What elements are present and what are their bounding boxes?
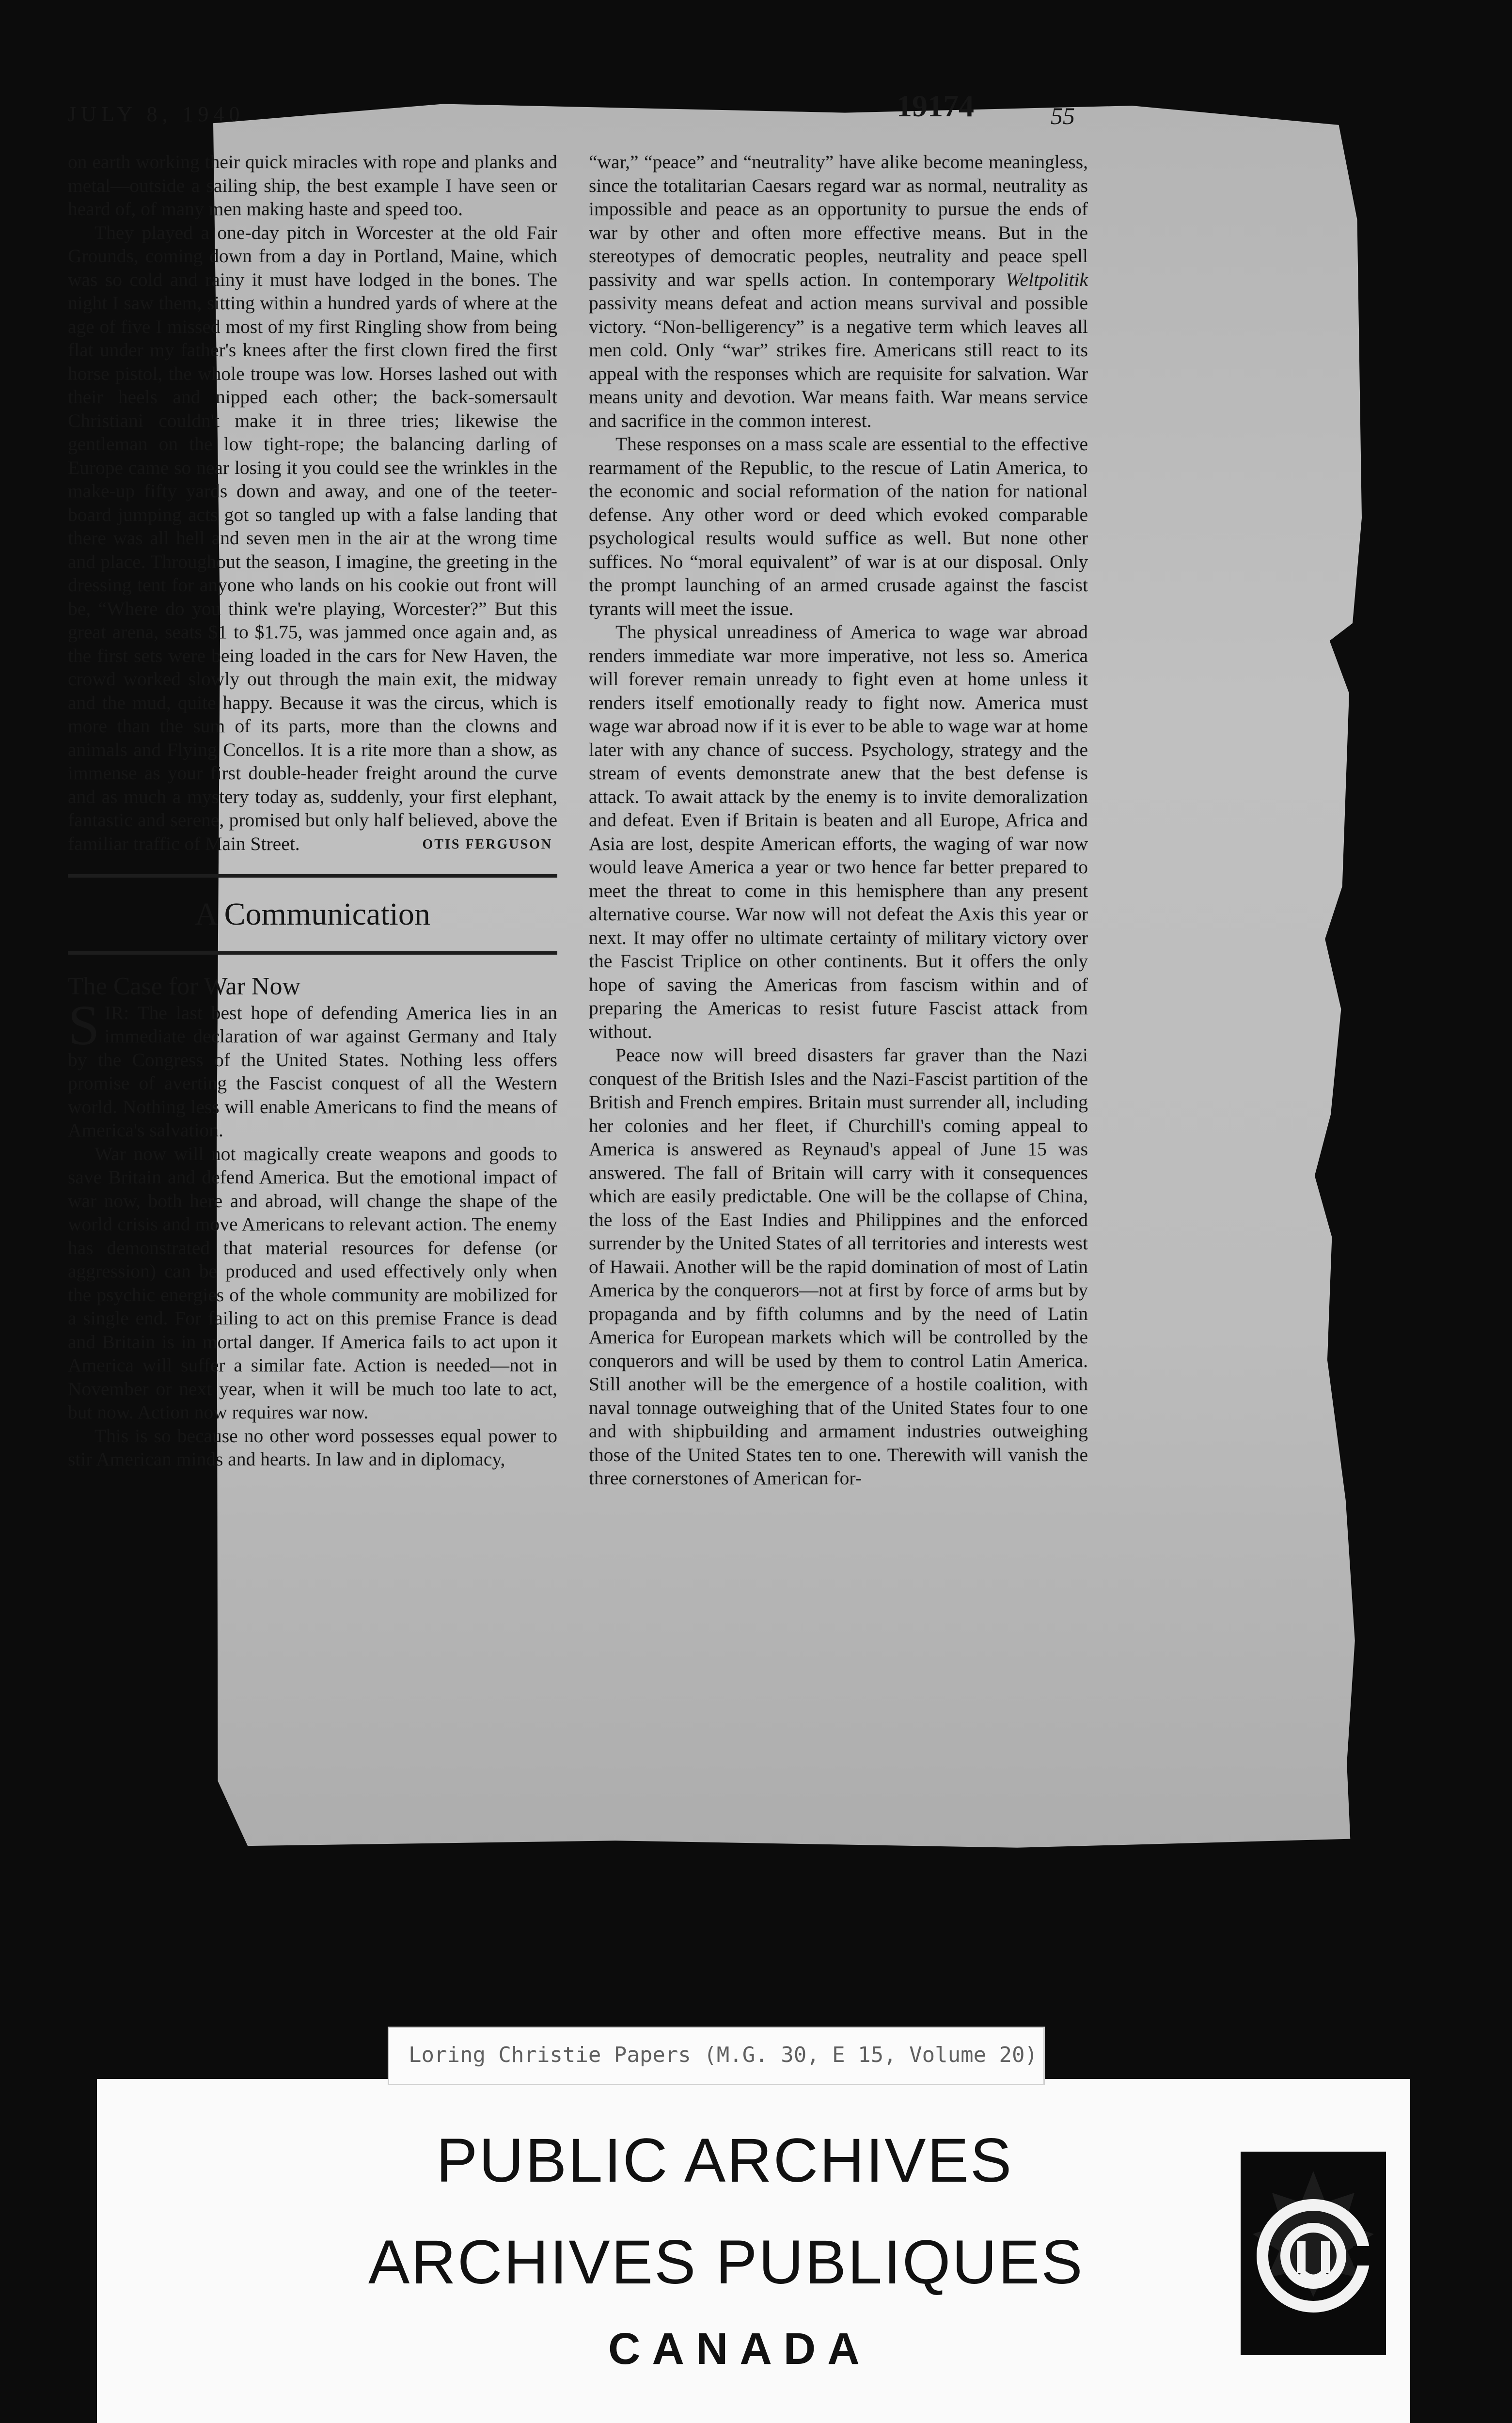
page-number: 55 — [1051, 102, 1075, 129]
paragraph: These responses on a mass scale are essential to the effective rearmament of the Republic, to the rescue of Latin America, to the economic and social reformation of the nation for national defense. Any other word or deed which evoked comparable psychological results would suffice as well. But none other suffices. No “moral equivalent” of war is at our disposal. Only the prompt launching of an armed crusade against the fascist tyrants will meet the issue. — [589, 433, 1088, 619]
salutation: IR — [104, 1002, 124, 1023]
author-signature: OTIS FERGUSON — [422, 837, 552, 852]
microfilm-logo-icon — [1241, 2152, 1386, 2355]
article-title: The Case for War Now — [68, 972, 301, 1000]
paragraph: Peace now will breed disasters far graver than the Nazi conquest of the British Isles and the Nazi-Fascist partition of the British and French empires. Britain must surrender all, including her colonies and her fleet, if Churchill's coming appeal to America is answered as Reynaud's appeal of June 15 was answered. The fall of Britain will carry with it consequences which are easily predictable. One will be the collapse of China, the loss of the East Indies and Philippines and the enforced surrender by the United States of all territories and interests west of Hawaii. Another will be the rapid domination of most of Latin America by the conquerors—not at first by force of arms but by propaganda and by fifth columns and by the need of Latin America for European markets which will be controlled by the conquerors and will be used by them to control Latin America. Still another will be the emergence of a hostile coalition, with naval tonnage outweighing that of the United States four to one and with shipbuilding and armament industries outweighing those of the United States ten to one. Therewith will vanish the three cornerstones of American for- — [589, 1044, 1088, 1489]
archive-name-french: ARCHIVES PUBLIQUES — [368, 2228, 1084, 2297]
opening-paragraph — [68, 993, 557, 1142]
paragraph: The physical unreadiness of America to wage war abroad renders immediate war more imperative, not less so. America will forever remain unready to fight even at home unless it renders itself emotionally ready to fight now. America must wage war abroad now if it is ever to be able to wage war at home later with any chance of success. Psychology, strategy and the stream of events demonstrate anew that the best defense is attack. To await attack by the enemy is to invite demoralization and defeat. Even if Britain is beaten and all Europe, Africa and Asia are lost, despite American efforts, the waging of war now would leave America a year or two hence far better prepared to meet the threat to come in this hemisphere than any present alternative course. War now will not defeat the Axis this year or next. It may offer no ultimate certainty of military victory over the Fascist Triplice on other continents. But it offers the only hope of saving the Americas from fascism within and of preparing the Americas to resist future Fascist attack from without. — [589, 621, 1088, 1042]
archive-country: CANADA — [608, 2324, 871, 2374]
paragraph: War now will not magically create weapons and goods to save Britain and defend America. But the emotional impact of war now, both here and abroad, will change the shape of the world crisis and move Americans to relevant action. The enemy has demonstrated that material resources for defense (or aggression) can be produced and used effectively only when the psychic energies of the whole community are mobilized for a single end. For failing to act on this premise France is dead and Britain is in mortal danger. If America fails to act upon it America will suffer a similar fate. Action is needed—not in November or next year, when it will be much too late to act, but now. Action now requires war now. — [68, 1143, 557, 1423]
italic-term: Weltpolitik — [1006, 268, 1088, 290]
paragraph — [589, 150, 1088, 432]
typed-label-tab — [388, 2027, 1045, 2085]
section-title: A Communication — [195, 896, 430, 932]
drop-cap: S — [68, 993, 100, 1057]
archive-stamp-number: 19174 — [897, 89, 974, 123]
paragraph: This is so because no other word possesses equal power to stir American minds and hearts. In law and in diplomacy, — [68, 1425, 557, 1470]
microfilm-logo — [1241, 2152, 1386, 2355]
right-column — [589, 150, 1088, 1490]
archive-name-english: PUBLIC ARCHIVES — [436, 2126, 1013, 2195]
paragraph-text: : The last best hope of defending America lies in an immediate declaration of war against Germany and Italy by the Congress of the United States. Nothing less offers promise of averting the Fascist conquest of all the Western world. Nothing less will enable Americans to find the means of America's salvation. — [68, 1002, 557, 1141]
paragraph-text: “war,” “peace” and “neutrality” have alike become meaningless, since the totalitarian Caesars regard war as normal, neutrality as impossible and peace as an opportunity to pursue the ends of war by other and often more effective means. But in the stereotypes of democratic peoples, neutrality and peace spell passivity and war spells action. In contemporary — [589, 151, 1088, 290]
collection-reference: Loring Christie Papers (M.G. 30, E 15, Volume 20) — [409, 2043, 1038, 2067]
divider-top — [68, 874, 557, 878]
paragraph-text: passivity means defeat and action means survival and possible victory. “Non-belligerency” is a negative term which leaves all men cold. Only “war” strikes fire. Americans still react to its appeal with the responses which are requisite for salvation. War means unity and devotion. War means faith. War means service and sacrifice in the common interest. — [589, 292, 1088, 431]
archive-label-card — [97, 2079, 1410, 2423]
left-column — [68, 150, 557, 1471]
issue-date: JULY 8, 1940 — [68, 102, 245, 126]
paragraph: They played a one-day pitch in Worcester at the old Fair Grounds, coming down from a day in Portland, Maine, which was so cold and rainy it must have lodged in the bones. The night I saw them, sitting within a hundred yards of where at the age of five I missed most of my first Ringling show from being flat under my father's knees after the first clown fired the first horse pistol, the whole troupe was low. Horses lashed out with their heels and nipped each other; the back-somersault Christiani couldn't make it in three tries; likewise the gentleman on the low tight-rope; the balancing darling of Europe came so near losing it you could see the wrinkles in the make-up fifty yards down and away, and one of the teeter-board jumping acts got so tangled up with a false landing that there was all hell and seven men in the air at the wrong time and place. Throughout the season, I imagine, the greeting in the dressing tent for anyone who lands on his cookie out front will be, “Where do you think we're playing, Worcester?” But this great arena, seats $1 to $1.75, was jammed once again and, as the first sets were being loaded in the cars for New Haven, the crowd worked slowly out through the main exit, the midway and the mud, quite happy. Because it was the circus, which is more than the sum of its parts, more than the clowns and animals and Flying Concellos. It is a rite more than a show, as immense as your first double-header freight around the curve and as much a mystery today as, suddenly, your first elephant, fantastic and serene, promised but only half believed, above the familiar traffic of Main Street. — [68, 221, 557, 854]
divider-bottom — [68, 951, 557, 955]
paragraph: on earth working their quick miracles with rope and planks and metal—outside a sailing ship, the best example I have seen or heard of, of many men making haste and speed too. — [68, 151, 557, 220]
